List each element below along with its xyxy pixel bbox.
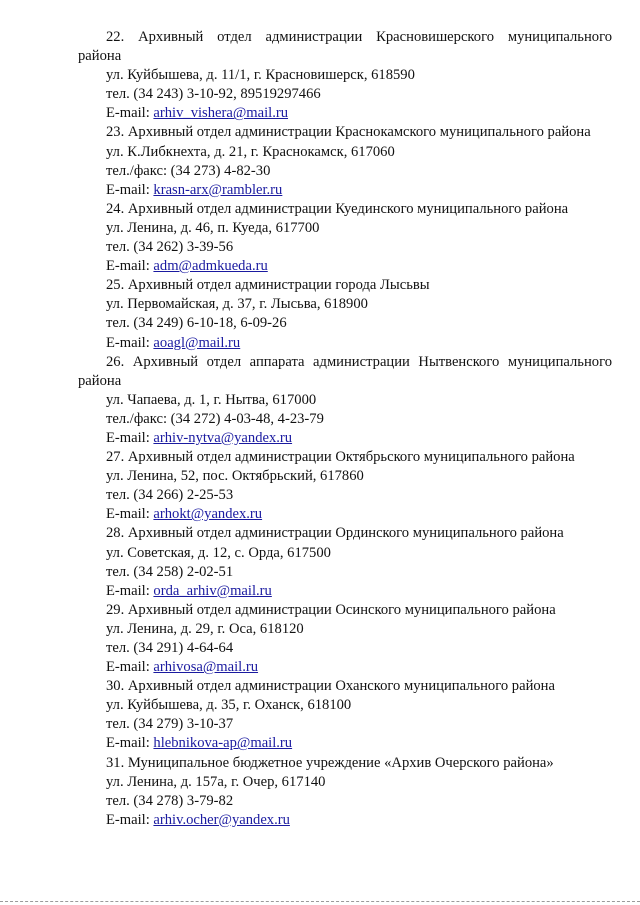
entry-address: ул. Куйбышева, д. 11/1, г. Красновишерск, 618590 xyxy=(106,67,415,84)
list-item xyxy=(0,601,640,677)
email-link[interactable]: adm@admkueda.ru xyxy=(153,258,268,275)
page-bottom-edge xyxy=(0,901,640,904)
entry-address: ул. Ленина, 52, пос. Октябрьский, 617860 xyxy=(106,468,364,485)
entry-phone: тел./факс: (34 272) 4-03-48, 4-23-79 xyxy=(106,410,324,427)
archive-contact-list xyxy=(0,28,640,830)
entry-title-line-2: района xyxy=(78,48,122,65)
entry-email-row xyxy=(0,582,640,601)
entry-title-line-1: 22. Архивный отдел администрации Красновишерского муниципального xyxy=(106,29,612,45)
email-label: E-mail: xyxy=(106,582,154,599)
entry-title: 31. Муниципальное бюджетное учреждение «Архив Очерского района» xyxy=(106,754,554,771)
entry-phone: тел. (34 243) 3-10-92, 89519297466 xyxy=(106,86,321,103)
list-item xyxy=(0,123,640,199)
email-label: E-mail: xyxy=(106,429,154,446)
entry-phone: тел. (34 279) 3-10-37 xyxy=(106,716,234,733)
email-label: E-mail: xyxy=(106,659,154,676)
entry-title: 23. Архивный отдел администрации Краснокамского муниципального района xyxy=(106,124,591,141)
entry-email-row xyxy=(0,104,640,123)
email-label: E-mail: xyxy=(106,506,154,523)
entry-title: 24. Архивный отдел администрации Куединского муниципального района xyxy=(106,200,569,217)
email-label: E-mail: xyxy=(106,258,154,275)
entry-phone: тел. (34 291) 4-64-64 xyxy=(106,640,234,656)
email-link[interactable]: arhokt@yandex.ru xyxy=(153,506,263,523)
list-item xyxy=(0,276,640,352)
email-link[interactable]: hlebnikova-ap@mail.ru xyxy=(153,735,293,752)
entry-email-row xyxy=(0,257,640,276)
entry-title: 30. Архивный отдел администрации Оханского муниципального района xyxy=(106,678,555,695)
entry-title-line-1: 26. Архивный отдел аппарата администрации Нытвенского муниципального xyxy=(106,353,612,370)
entry-email-row xyxy=(0,181,640,200)
entry-email-row xyxy=(0,658,640,677)
email-link[interactable]: arhiv-nytva@yandex.ru xyxy=(153,429,293,446)
email-link[interactable]: krasn-arx@rambler.ru xyxy=(153,181,283,198)
list-item xyxy=(0,754,640,830)
entry-address: ул. Советская, д. 12, с. Орда, 617500 xyxy=(106,544,331,561)
list-item xyxy=(0,353,640,448)
email-link[interactable]: aoagl@mail.ru xyxy=(153,334,241,351)
list-item xyxy=(0,524,640,600)
email-link[interactable]: orda_arhiv@mail.ru xyxy=(153,582,272,599)
entry-title: 27. Архивный отдел администрации Октябрьского муниципального района xyxy=(106,449,575,466)
entry-email-row xyxy=(0,734,640,753)
entry-address: ул. Куйбышева, д. 35, г. Оханск, 618100 xyxy=(106,697,352,714)
email-link[interactable]: arhiv.ocher@yandex.ru xyxy=(153,811,290,828)
entry-email-row xyxy=(0,429,640,448)
entry-phone: тел. (34 249) 6-10-18, 6-09-26 xyxy=(106,315,287,332)
entry-title: 25. Архивный отдел администрации города Лысьвы xyxy=(106,277,430,294)
entry-address: ул. К.Либкнехта, д. 21, г. Краснокамск, 617060 xyxy=(106,143,395,160)
entry-email-row xyxy=(0,334,640,353)
entry-address: ул. Ленина, д. 46, п. Куеда, 617700 xyxy=(106,219,320,236)
email-label: E-mail: xyxy=(106,735,154,752)
entry-address: ул. Ленина, д. 157а, г. Очер, 617140 xyxy=(106,773,326,790)
email-label: E-mail: xyxy=(106,811,154,828)
entry-address: ул. Первомайская, д. 37, г. Лысьва, 618900 xyxy=(106,296,368,313)
email-label: E-mail: xyxy=(106,181,154,198)
entry-title: 29. Архивный отдел администрации Осинского муниципального района xyxy=(106,601,556,618)
entry-phone: тел. (34 266) 2-25-53 xyxy=(106,487,234,504)
entry-phone: тел. (34 278) 3-79-82 xyxy=(106,792,234,809)
list-item xyxy=(0,200,640,276)
entry-phone: тел./факс: (34 273) 4-82-30 xyxy=(106,162,271,179)
list-item xyxy=(0,448,640,524)
entry-title xyxy=(0,353,640,391)
entry-address: ул. Чапаева, д. 1, г. Нытва, 617000 xyxy=(106,391,317,408)
entry-address: ул. Ленина, д. 29, г. Оса, 618120 xyxy=(106,620,304,637)
entry-email-row xyxy=(0,505,640,524)
email-link[interactable]: arhivosa@mail.ru xyxy=(153,659,259,676)
entry-title xyxy=(0,28,640,66)
entry-email-row xyxy=(0,811,640,830)
entry-title-line-2: района xyxy=(78,372,122,389)
email-label: E-mail: xyxy=(106,334,154,351)
entry-phone: тел. (34 258) 2-02-51 xyxy=(106,563,234,580)
list-item xyxy=(0,677,640,753)
email-link[interactable]: arhiv_vishera@mail.ru xyxy=(153,105,289,122)
entry-phone: тел. (34 262) 3-39-56 xyxy=(106,239,234,256)
email-label: E-mail: xyxy=(106,105,154,122)
entry-title: 28. Архивный отдел администрации Ординского муниципального района xyxy=(106,525,564,542)
list-item xyxy=(0,28,640,123)
